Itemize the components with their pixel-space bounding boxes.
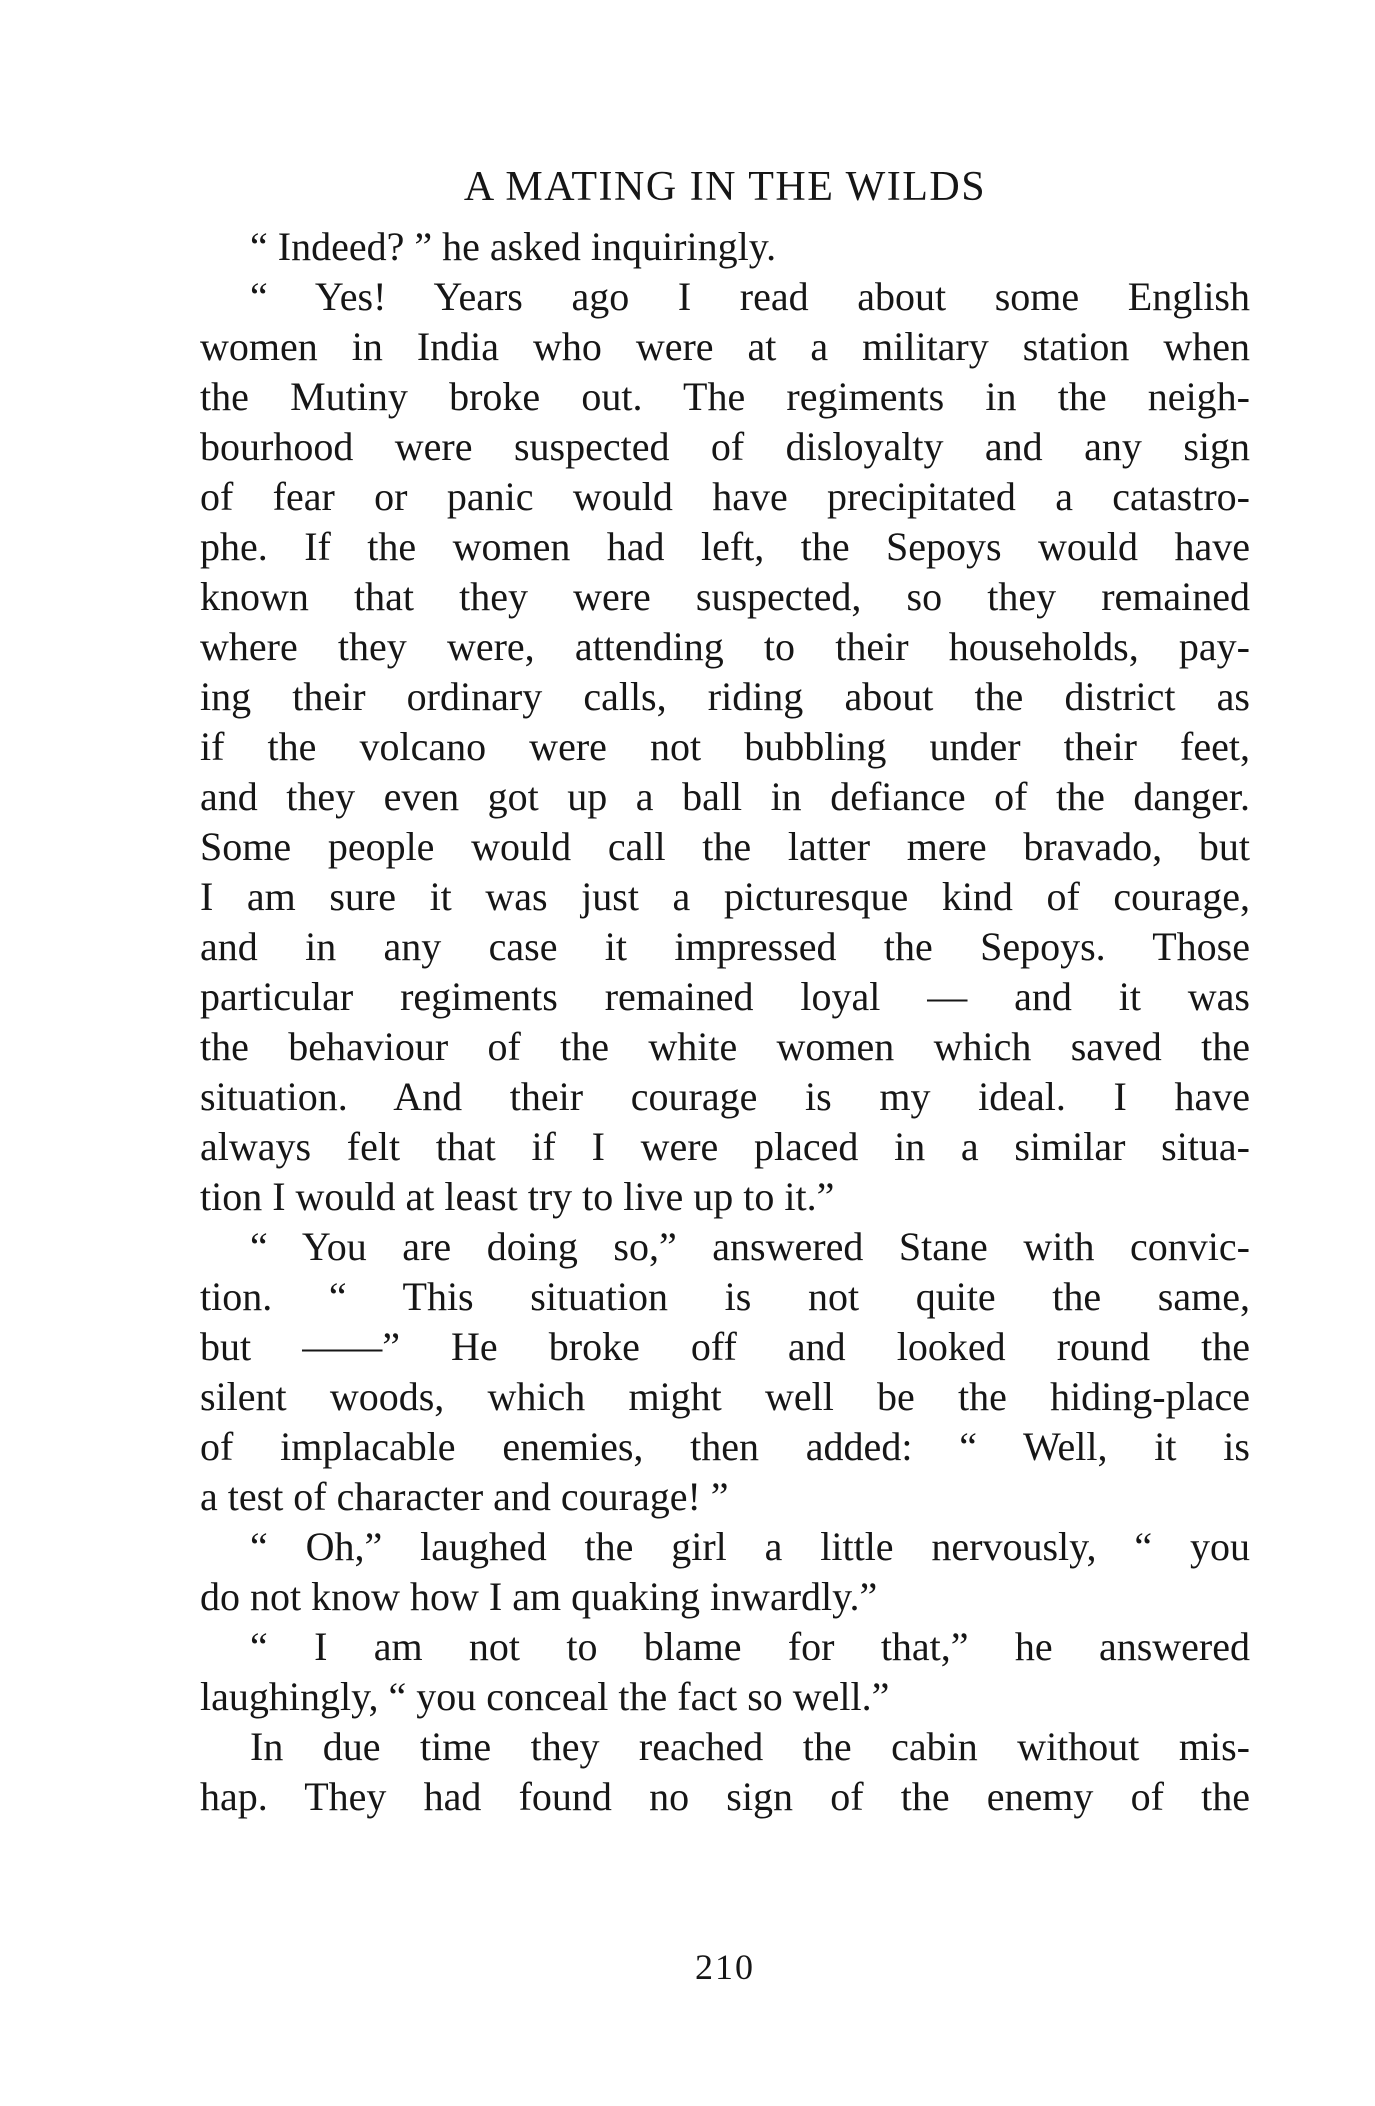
- text-line: tion. “ This situation is not quite the same,: [200, 1274, 1250, 1319]
- text-line: of fear or panic would have precipitated a catastro-: [200, 474, 1250, 519]
- body-text: [200, 222, 1250, 1822]
- text-line: women in India who were at a military station when: [200, 324, 1250, 369]
- text-line: ing their ordinary calls, riding about the district as: [200, 674, 1250, 719]
- text-line: silent woods, which might well be the hiding-place: [200, 1374, 1250, 1419]
- text-line: a test of character and courage! ”: [200, 1474, 729, 1519]
- text-line: and in any case it impressed the Sepoys. Those: [200, 924, 1250, 969]
- text-line: of implacable enemies, then added: “ Well, it is: [200, 1424, 1250, 1469]
- text-line: bourhood were suspected of disloyalty and any sign: [200, 424, 1250, 469]
- text-line: particular regiments remained loyal — and it was: [200, 974, 1250, 1019]
- text-line: “ Indeed? ” he asked inquiringly.: [250, 224, 777, 269]
- text-line: always felt that if I were placed in a similar situa-: [200, 1124, 1250, 1169]
- text-line: “ You are doing so,” answered Stane with convic-: [250, 1224, 1250, 1269]
- text-line: I am sure it was just a picturesque kind of courage,: [200, 874, 1250, 919]
- text-line: known that they were suspected, so they remained: [200, 574, 1250, 619]
- text-line: where they were, attending to their households, pay-: [200, 624, 1250, 669]
- text-line: but ——” He broke off and looked round the: [200, 1324, 1250, 1369]
- text-line: situation. And their courage is my ideal. I have: [200, 1074, 1250, 1119]
- text-line: “ I am not to blame for that,” he answered: [250, 1624, 1250, 1669]
- text-line: and they even got up a ball in defiance of the danger.: [200, 774, 1250, 819]
- text-line: Some people would call the latter mere bravado, but: [200, 824, 1250, 869]
- text-line: the behaviour of the white women which saved the: [200, 1024, 1250, 1069]
- text-line: do not know how I am quaking inwardly.”: [200, 1574, 878, 1619]
- text-line: if the volcano were not bubbling under their feet,: [200, 724, 1250, 769]
- text-line: phe. If the women had left, the Sepoys would have: [200, 524, 1250, 569]
- text-line: “ Yes! Years ago I read about some English: [250, 274, 1250, 319]
- page-number: 210: [695, 1947, 755, 1987]
- text-line: tion I would at least try to live up to it.”: [200, 1174, 835, 1219]
- text-line: the Mutiny broke out. The regiments in the neigh-: [200, 374, 1250, 419]
- text-line: “ Oh,” laughed the girl a little nervously, “ you: [250, 1524, 1250, 1569]
- text-line: hap. They had found no sign of the enemy of the: [200, 1774, 1250, 1819]
- running-head: A MATING IN THE WILDS: [463, 164, 987, 210]
- text-line: In due time they reached the cabin without mis-: [250, 1724, 1250, 1769]
- text-line: laughingly, “ you conceal the fact so well.”: [200, 1674, 890, 1719]
